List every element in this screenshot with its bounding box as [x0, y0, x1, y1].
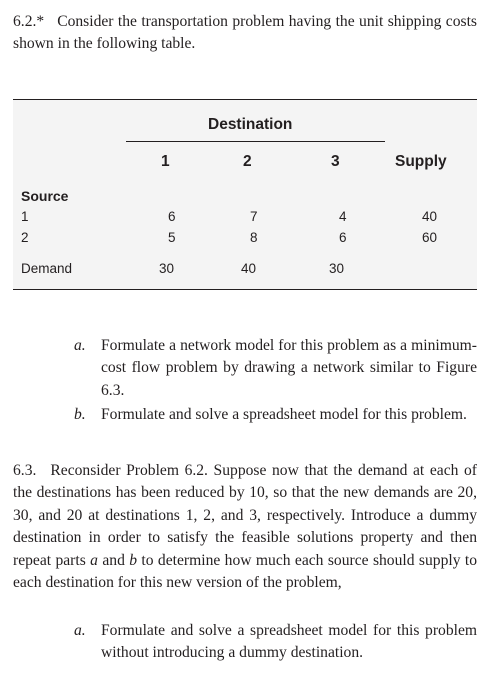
cost-cell: 8	[250, 230, 258, 245]
part-text: Formulate and solve a spreadsheet model for this problem without introducing a dummy destination.	[101, 622, 477, 662]
cost-cell: 5	[168, 230, 176, 245]
demand-cell: 30	[329, 261, 345, 276]
italic-part-ref-b: b	[129, 551, 138, 569]
problem-text: Consider the transportation problem having the unit shipping costs shown in the following table.	[13, 13, 477, 53]
cost-cell: 6	[168, 209, 176, 224]
part-text: Formulate and solve a spreadsheet model for this problem.	[101, 406, 467, 423]
problem-text-2: and	[97, 551, 130, 569]
part-text: Formulate a network model for this problem as a minimum-cost flow problem by drawing a network similar to Figure 6.3.	[101, 337, 477, 399]
problem-text-1: Reconsider Problem 6.2. Suppose now that the demand at each of the destinations has been reduced by 10, so that the new demands are 20, 30, and 20 at destinations 1, 2, and 3, respectively. Introduce a dummy destination in order to satisfy the feasible solutions property and then repeat parts	[13, 462, 477, 569]
problem-6-2	[13, 11, 477, 56]
row-label-source-1: 1	[21, 209, 29, 224]
destination-header: Destination	[208, 116, 293, 133]
italic-part-ref-a: a	[90, 551, 98, 569]
problem-number: 6.2.*	[13, 13, 45, 30]
part-label: b.	[74, 406, 86, 423]
part-label: a.	[74, 622, 86, 639]
problem-6-3	[13, 460, 477, 594]
demand-cell: 40	[241, 261, 257, 276]
supply-cell: 60	[422, 230, 438, 245]
cost-cell: 7	[250, 209, 258, 224]
source-header: Source	[21, 188, 69, 204]
cost-cell: 4	[339, 209, 347, 224]
demand-cell: 30	[159, 261, 175, 276]
cost-cell: 6	[339, 230, 347, 245]
column-header-supply: Supply	[395, 153, 447, 170]
demand-label: Demand	[21, 261, 73, 276]
destination-rule	[126, 141, 385, 142]
shipping-cost-table	[13, 99, 477, 290]
supply-cell: 40	[422, 209, 438, 224]
problem-number: 6.3.	[13, 462, 37, 479]
problem-text-3: to determine how much each source should supply to each destination for this new version of the problem,	[13, 551, 478, 592]
row-label-source-2: 2	[21, 230, 29, 245]
column-header-3: 3	[331, 153, 340, 170]
part-label: a.	[74, 337, 86, 354]
column-header-2: 2	[243, 153, 252, 170]
column-header-1: 1	[161, 153, 170, 170]
